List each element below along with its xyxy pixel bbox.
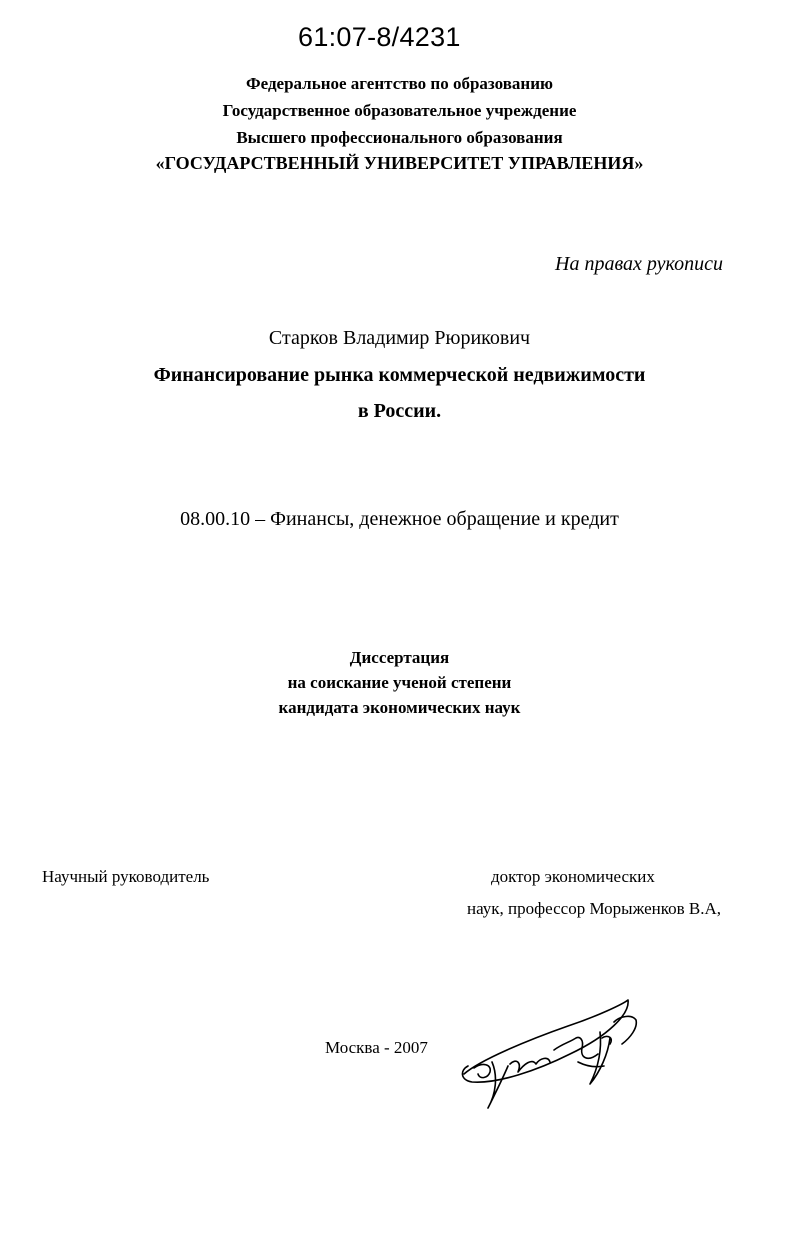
agency-line-2: Государственное образовательное учреждение — [222, 101, 577, 120]
signature-icon — [458, 992, 648, 1122]
place-year: Москва - 2007 — [325, 1038, 428, 1057]
dissertation-line-3: кандидата экономических наук — [278, 698, 521, 717]
agency-line-3: Высшего профессионального образования — [236, 128, 563, 147]
agency-line-1: Федеральное агентство по образованию — [246, 74, 553, 93]
university-name: «ГОСУДАРСТВЕННЫЙ УНИВЕРСИТЕТ УПРАВЛЕНИЯ» — [155, 153, 644, 173]
rights-note: На правах рукописи — [555, 253, 723, 275]
author-name: Старков Владимир Рюрикович — [268, 327, 531, 349]
registration-code: 61:07-8/4231 — [298, 22, 461, 52]
thesis-title-line-1: Финансирование рынка коммерческой недвижимости — [153, 364, 646, 386]
supervisor-degree-line-2: наук, профессор Морыженков В.А, — [467, 899, 722, 918]
supervisor-degree-line-1: доктор экономических — [491, 867, 655, 886]
specialty: 08.00.10 – Финансы, денежное обращение и кредит — [180, 508, 619, 530]
dissertation-line-1: Диссертация — [349, 648, 450, 667]
thesis-title-line-2: в России. — [357, 400, 442, 422]
supervisor-label: Научный руководитель — [42, 867, 210, 886]
dissertation-line-2: на соискание ученой степени — [287, 673, 512, 692]
